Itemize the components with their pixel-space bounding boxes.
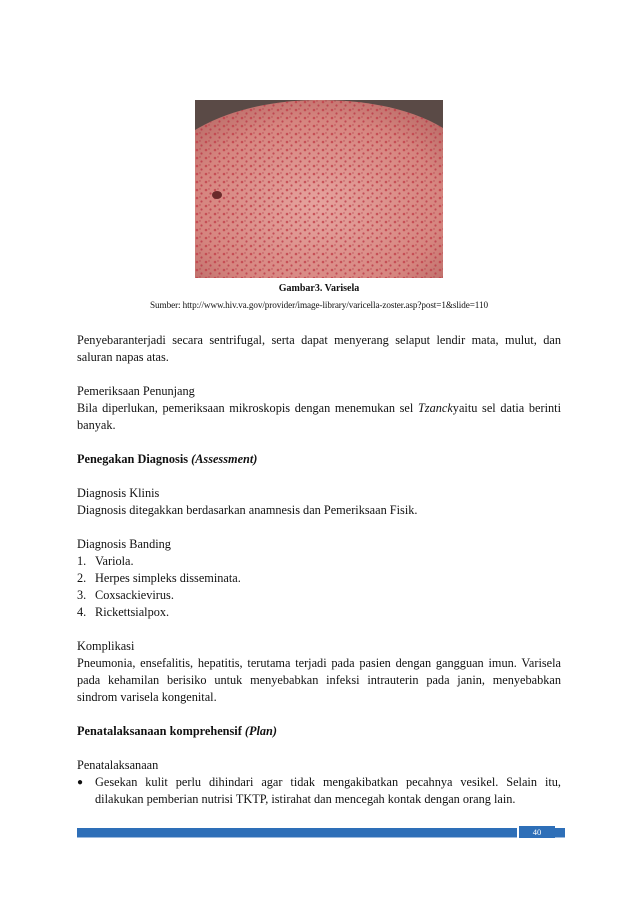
footer-divider xyxy=(77,837,565,838)
penunjang-heading: Pemeriksaan Penunjang xyxy=(77,384,195,398)
list-number: 2. xyxy=(77,571,87,585)
list-item xyxy=(77,553,561,570)
penunjang-paragraph xyxy=(77,400,561,434)
plan-heading xyxy=(77,723,561,740)
figure-caption: Gambar3. Varisela xyxy=(278,283,360,294)
plan-bullet-item xyxy=(77,774,561,808)
list-text: Rickettsialpox. xyxy=(95,605,170,619)
list-item xyxy=(77,570,561,587)
klinis-text: Diagnosis ditegakkan berdasarkan anamnesis dan Pemeriksaan Fisik. xyxy=(77,503,418,517)
list-text: Herpes simpleks disseminata. xyxy=(95,571,241,585)
list-item xyxy=(77,587,561,604)
banding-list xyxy=(77,553,561,621)
diagnosis-heading xyxy=(77,451,561,468)
list-number: 1. xyxy=(77,554,87,568)
diagnosis-heading-en: (Assessment) xyxy=(191,452,258,466)
list-number: 3. xyxy=(77,588,87,602)
footer-bar xyxy=(77,828,565,837)
page-number: 40 xyxy=(517,826,555,838)
plan-heading-en: (Plan) xyxy=(244,724,277,738)
penunjang-text-2: yaitu sel datia berinti banyak. xyxy=(77,401,562,432)
klinis-heading: Diagnosis Klinis xyxy=(77,486,160,500)
penunjang-text-1: Bila diperlukan, pemeriksaan mikroskopis dengan menemukan sel xyxy=(77,401,418,415)
komplikasi-heading: Komplikasi xyxy=(77,639,135,653)
list-text: Variola. xyxy=(95,554,134,568)
komplikasi-text: Pneumonia, ensefalitis, hepatitis, terutama terjadi pada pasien dengan gangguan imun. Varisela pada kehamilan berisiko untuk menyebabkan infeksi intrauterin pada janin, menyebabkan sindrom varisela kongenital. xyxy=(77,656,561,704)
figure-source: Sumber: http://www.hiv.va.gov/provider/image-library/varicella-zoster.asp?post=1&slide=110 xyxy=(150,300,488,310)
tzanck-term: Tzanck xyxy=(417,401,453,415)
bullet-text: Gesekan kulit perlu dihindari agar tidak mengakibatkan pecahnya vesikel. Selain itu, dilakukan pemberian nutrisi TKTP, istirahat dan mencegah kontak dengan orang lain. xyxy=(95,775,561,806)
list-text: Coxsackievirus. xyxy=(95,588,174,602)
list-item xyxy=(77,604,561,621)
diagnosis-heading-text: Penegakan Diagnosis xyxy=(77,452,192,466)
bullet-icon: ● xyxy=(77,777,84,788)
plan-subheading: Penatalaksanaan xyxy=(77,758,159,772)
varicella-photo xyxy=(195,100,443,278)
varicella-rash-image xyxy=(195,100,443,278)
plan-heading-text: Penatalaksanaan komprehensif xyxy=(77,724,245,738)
banding-heading: Diagnosis Banding xyxy=(77,537,171,551)
document-body xyxy=(77,332,561,808)
list-number: 4. xyxy=(77,605,87,619)
spread-paragraph: Penyebaranterjadi secara sentrifugal, serta dapat menyerang selaput lendir mata, mulut, dan saluran napas atas. xyxy=(77,333,561,364)
